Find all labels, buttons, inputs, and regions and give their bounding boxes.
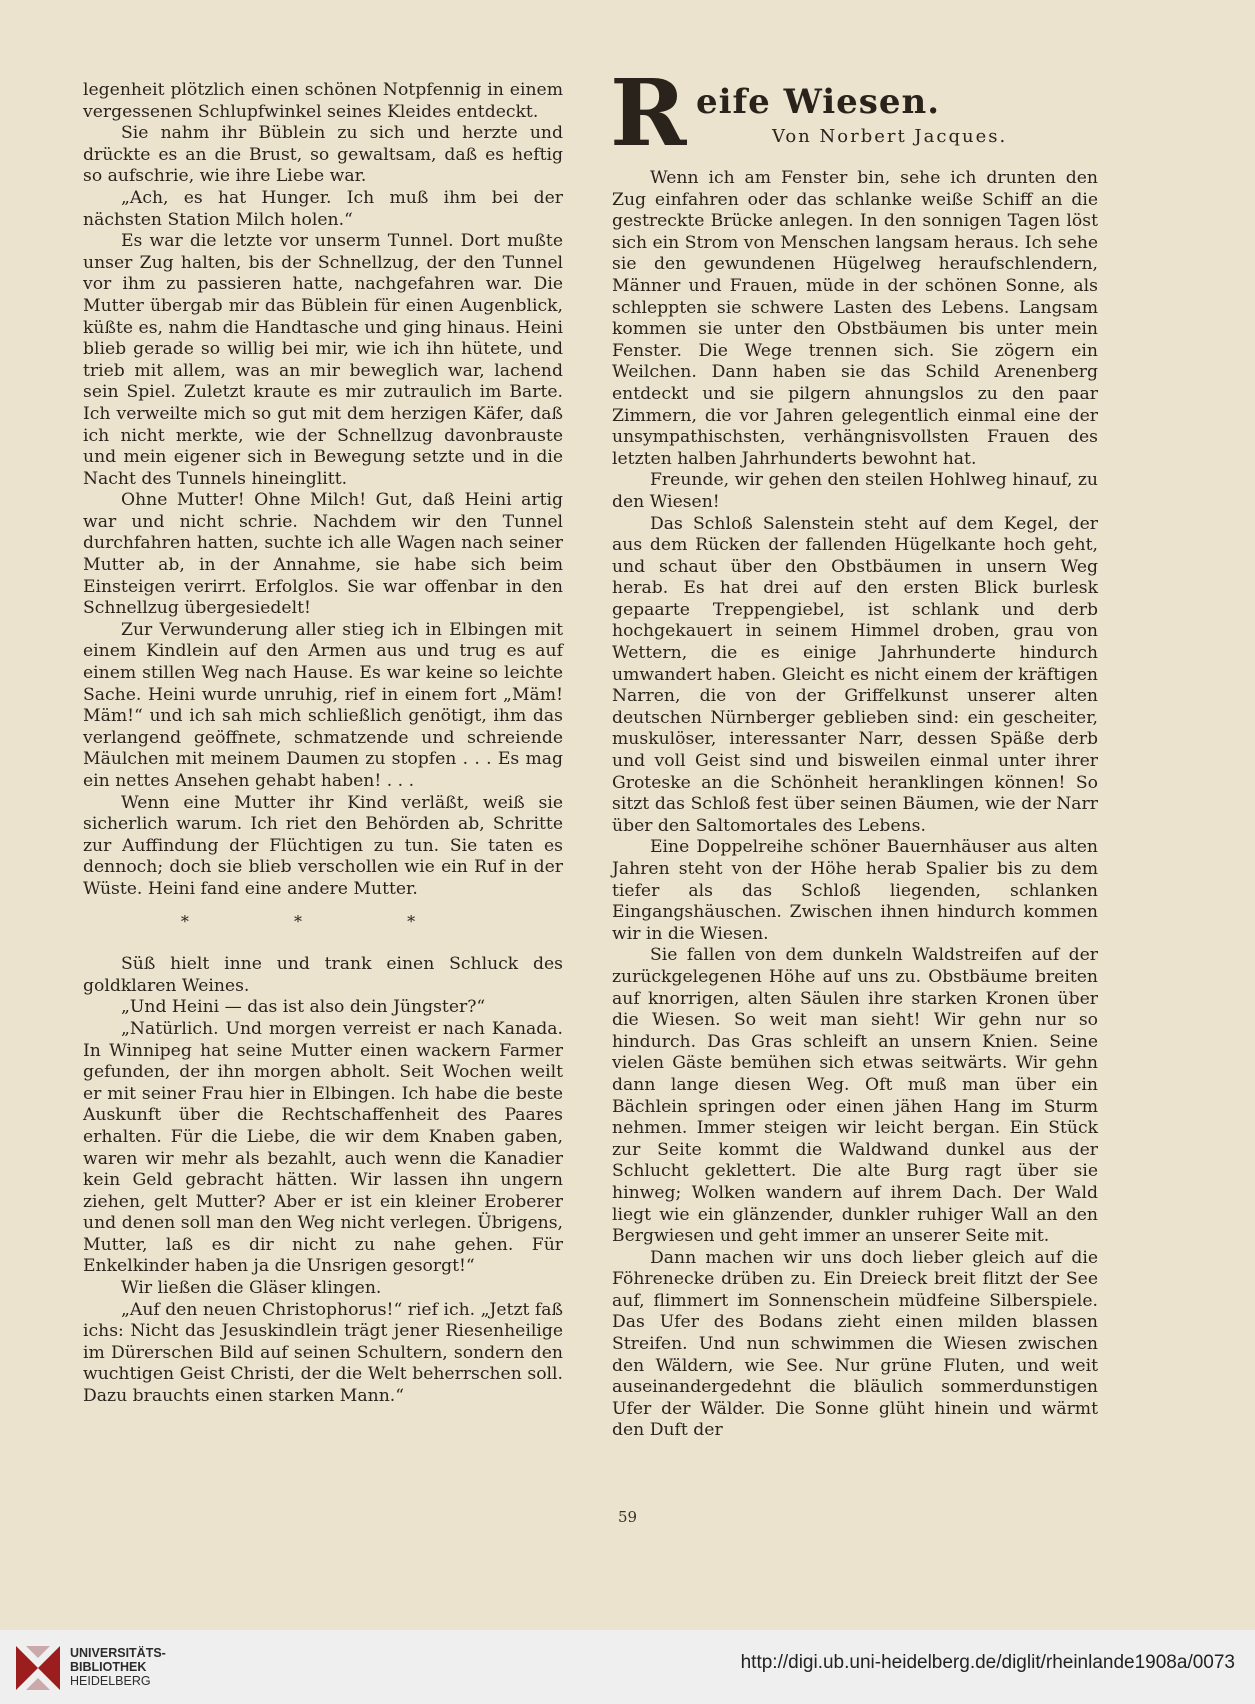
paragraph: „Natürlich. Und morgen verreist er nach Kanada. In Winnipeg hat seine Mutter einen wackern Farmer gefunden, der ihn morgen abholt. Seit Wochen weilt er mit seiner Frau hier in Elbingen. Ich habe die beste Auskunft über die Rechtschaffenheit des Paares erhalten. Für die Liebe, die wir dem Knaben gaben, waren wir mehr als bezahlt, auch wenn die Kanadier kein Geld gebracht hätten. Wir lassen ihn ungern ziehen, gelt Mutter? Aber er ist ein kleiner Eroberer und denen soll man den Weg nicht verlegen. Übrigens, Mutter, laß es dir nicht zu nahe gehen. Für Enkelkinder haben ja die Unsrigen gesorgt!“ bbox=[83, 1018, 563, 1277]
paragraph: Wir ließen die Gläser klingen. bbox=[121, 1278, 382, 1299]
paragraph: Süß hielt inne und trank einen Schluck des goldklaren Weines. bbox=[83, 954, 563, 996]
section-separator: * * * bbox=[180, 911, 466, 931]
paragraph: Es war die letzte vor unserm Tunnel. Dort mußte unser Zug halten, bis der Schnellzug, der den Tunnel vor ihm zu passieren hatte, nachgefahren war. Die Mutter übergab mir das Büblein für einen Augenblick, küßte es, nahm die Handtasche und ging hinaus. Heini blieb gerade so willig bei mir, wie ich ihn hütete, und trieb mit allem, was an mir beweglich war, lachend sein Spiel. Zuletzt kraute es mir zutraulich im Barte. Ich verweilte mich so gut mit dem herzigen Käfer, daß ich nicht merkte, wie der Schnellzug davonbrauste und mein eigener sich in Bewegung setzte und in die Nacht des Tunnels hineinglitt. bbox=[83, 231, 563, 489]
paragraph: Sie fallen von dem dunkeln Waldstreifen auf der zurückgelegenen Höhe auf uns zu. Obstbäume breiten auf knorrigen, alten Säulen ihre starken Kronen über die Wiesen. So weit man sieht! Wir gehn nur so hindurch. Das Gras schleift an unsern Knien. Seine vielen Gäste bemühen sich etwas seitwärts. Wir gehn dann lange diesen Weg. Oft muß man über ein Bächlein springen oder einen jähen Hang im Sturm nehmen. Immer steigen wir leicht bergan. Ein Stück zur Seite kommt die Waldwand dunkel aus der Schlucht geklettert. Die alte Burg ragt über sie hinweg; Wolken wandern auf ihrem Dach. Der Wald liegt wie ein glänzender, dunkler ruhiger Wall an den Bergwiesen und geht immer an unserer Seite mit. bbox=[612, 945, 1098, 1247]
paragraph: Sie nahm ihr Büblein zu sich und herzte und drückte es an die Brust, so gewaltsam, daß es heftig so aufschrie, wie ihre Liebe war. bbox=[83, 123, 563, 187]
library-name[interactable] bbox=[70, 1646, 166, 1688]
paragraph: „Ach, es hat Hunger. Ich muß ihm bei der nächsten Station Milch holen.“ bbox=[83, 187, 563, 230]
viewer-footer bbox=[0, 1630, 1255, 1704]
paragraph: Eine Doppelreihe schöner Bauernhäuser aus alten Jahren steht von der Höhe herab Spalier bis zu dem tiefer als das Schloß liegenden, schlanken Eingangshäuschen. Zwischen ihnen hindurch kommen wir in die Wiesen. bbox=[612, 837, 1098, 944]
library-line-3: HEIDELBERG bbox=[70, 1674, 151, 1688]
paragraph: „Auf den neuen Christophorus!“ rief ich. „Jetzt faß ichs: Nicht das Jesuskindlein trägt jener Riesenheilige im Dürerschen Bild auf seinen Schultern, sondern den wuchtigen Geist Christi, der die Welt beherrschen soll. Dazu brauchts einen starken Mann.“ bbox=[83, 1299, 563, 1407]
paragraph: Zur Verwunderung aller stieg ich in Elbingen mit einem Kindlein auf den Armen aus und trug es auf einem stillen Weg nach Hause. Es war keine so leichte Sache. Heini wurde unruhig, rief in einem fort „Mäm! Mäm!“ und ich sah mich schließlich genötigt, ihm das verlangend geöffnete, schmatzende und schreiende Mäulchen mit meinem Daumen zu stopfen . . . Es mag ein nettes Ansehen gehabt haben! . . . bbox=[83, 619, 563, 791]
article-header bbox=[610, 59, 1098, 167]
article-byline: Von Norbert Jacques. bbox=[772, 126, 1008, 147]
article-title: eife Wiesen. bbox=[696, 82, 941, 122]
university-seal-icon bbox=[12, 1642, 64, 1694]
paragraph: legenheit plötzlich einen schönen Notpfennig in einem vergessenen Schlupfwinkel seines Kleides entdeckt. bbox=[83, 80, 563, 122]
paragraph: „Und Heini — das ist also dein Jüngster?“ bbox=[121, 997, 486, 1018]
paragraph: Wenn ich am Fenster bin, sehe ich drunten den Zug einfahren oder das schlanke weiße Schiff an die gestreckte Brücke anlegen. In den sonnigen Tagen löst sich ein Strom von Menschen langsam heraus. Ich sehe sie den gewundenen Hügelweg heraufschlendern, Männer und Frauen, müde in der schönen Sonne, als schleppten sie schwere Lasten des Lebens. Langsam kommen sie unter den Obstbäumen bis unter mein Fenster. Die Wege trennen sich. Sie zögern ein Weilchen. Dann haben sie das Schild Arenenberg entdeckt und sie pilgern ahnungslos zu den paar Zimmern, die vor Jahren gelegentlich einmal eine der unsympathischsten, verhängnisvollsten Frauen des letzten halben Jahrhunderts bewohnt hat. bbox=[612, 168, 1098, 469]
left-column bbox=[83, 80, 563, 1408]
right-column bbox=[612, 168, 1098, 1442]
paragraph: Wenn eine Mutter ihr Kind verläßt, weiß sie sicherlich warum. Ich riet den Behörden ab, Schritte zur Auffindung der Flüchtigen zu tun. Sie taten es dennoch; doch sie blieb verschollen wie ein Ruf in der Wüste. Heini fand eine andere Mutter. bbox=[83, 792, 563, 899]
paragraph: Freunde, wir gehen den steilen Hohlweg hinauf, zu den Wiesen! bbox=[612, 470, 1098, 512]
paragraph: Das Schloß Salenstein steht auf dem Kegel, der aus dem Rücken der fallenden Hügelkante hoch geht, und schaut über den Obstbäumen in unsern Weg herab. Es hat drei auf den ersten Blick burlesk gepaarte Treppengiebel, ist schlank und derb hochgekauert in seinem Himmel droben, grau von Wettern, die es einige Jahrhunderte hindurch umwandert haben. Gleicht es nicht einem der kräftigen Narren, die von der Griffelkunst unserer alten deutschen Nürnberger geblieben sind: ein gescheiter, muskulöser, interessanter Narr, dessen Späße derb und voll Geist sind und bisweilen einmal unter ihrer Groteske an die Schönheit heranklingen können! So sitzt das Schloß fest über seinen Bäumen, wie der Narr über den Saltomortales des Lebens. bbox=[612, 513, 1098, 836]
drop-cap: R bbox=[610, 59, 687, 167]
paragraph: Dann machen wir uns doch lieber gleich auf die Föhrenecke drüben zu. Ein Dreieck breit flitzt der See auf, flimmert im Sonnenschein müdfeine Silberspiele. Das Ufer des Bodans zieht einen milden blassen Streifen. Und nun schwimmen die Wiesen zwischen den Wäldern, wie See. Nur grüne Fluten, und weit auseinandergedehnt die bläulich sommerdunstigen Ufer der Wälder. Die Sonne glüht hinein und wärmt den Duft der bbox=[612, 1247, 1098, 1441]
library-line-1: UNIVERSITÄTS- bbox=[70, 1646, 166, 1660]
paragraph: Ohne Mutter! Ohne Milch! Gut, daß Heini artig war und nicht schrie. Nachdem wir den Tunnel durchfahren hatten, suchte ich alle Wagen nach seiner Mutter ab, in der Annahme, sie habe sich beim Einsteigen verirrt. Erfolglos. Sie war offenbar in den Schnellzug übergesiedelt! bbox=[83, 490, 563, 619]
document-url-link[interactable]: http://digi.ub.uni-heidelberg.de/diglit/rheinlande1908a/0073 bbox=[740, 1652, 1235, 1673]
library-line-2: BIBLIOTHEK bbox=[70, 1660, 147, 1674]
page-number: 59 bbox=[617, 1508, 638, 1526]
